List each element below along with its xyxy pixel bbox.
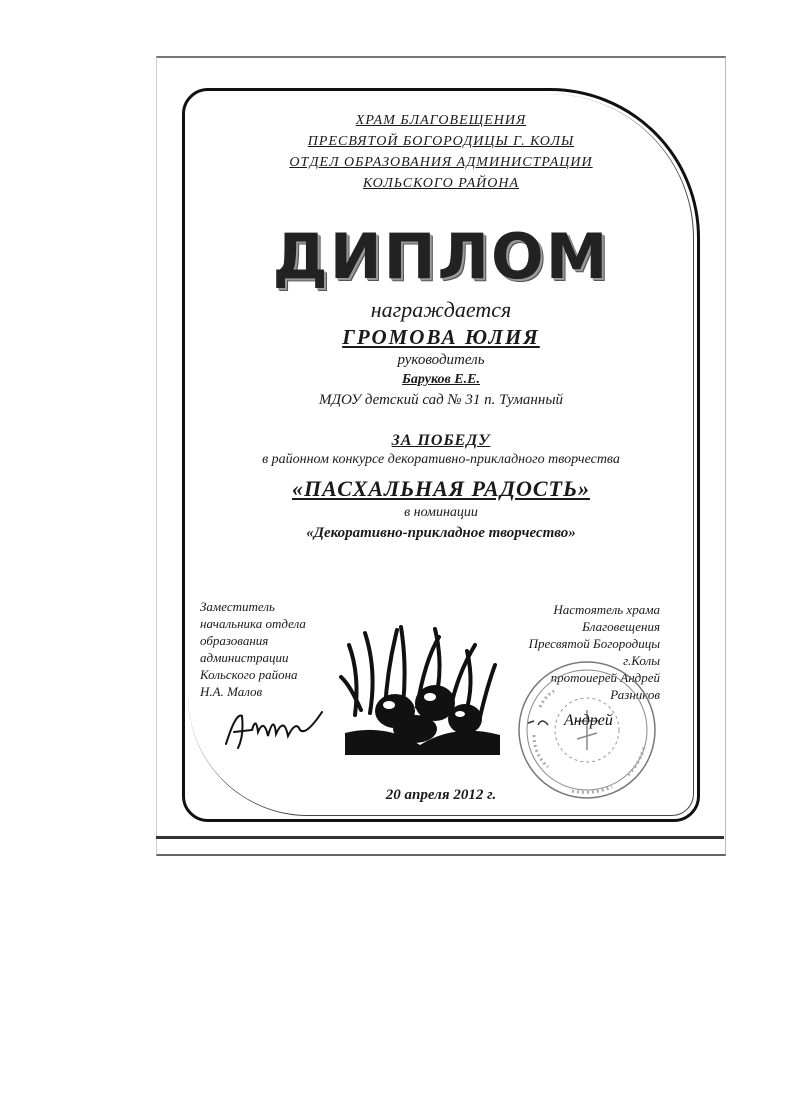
awarded-text: награждается [370, 297, 512, 322]
header-line: КОЛЬСКОГО РАЙОНА [362, 176, 520, 191]
signatory-line: начальника отдела [200, 616, 306, 631]
church-seal-icon [512, 655, 662, 805]
nomination-name: «Декоративно-прикладное творчество» [306, 525, 576, 541]
supervisor-label: руководитель [397, 352, 485, 368]
signatory-line: Кольского района [200, 667, 298, 682]
signatory-line: г.Колы [623, 653, 660, 668]
header-line: ХРАМ БЛАГОВЕЩЕНИЯ [355, 113, 527, 128]
left-signatory [200, 598, 350, 700]
header-line: ОТДЕЛ ОБРАЗОВАНИЯ АДМИНИСТРАЦИИ [289, 155, 593, 170]
signatory-line: Пресвятой Богородицы [528, 636, 660, 651]
issuer-header [182, 110, 700, 194]
signatory-line: администрации [200, 650, 289, 665]
paper-edge-line [156, 836, 724, 839]
award-for: ЗА ПОБЕДУ [391, 432, 491, 449]
signatory-line: протоиерей Андрей [550, 670, 660, 685]
signatory-line: Заместитель [200, 599, 275, 614]
signatory-line: Настоятель храма [553, 602, 660, 617]
signatory-line: образования [200, 633, 269, 648]
recipient-name: ГРОМОВА ЮЛИЯ [342, 325, 540, 349]
signatory-line: Благовещения [582, 619, 660, 634]
contest-description: в районном конкурсе декоративно-прикладного творчества [262, 452, 620, 467]
nomination-label: в номинации [404, 505, 478, 520]
diploma-title: ДИПЛОМ [272, 220, 610, 293]
issue-date: 20 апреля 2012 г. [385, 787, 497, 803]
seal-signature: Андрей [564, 712, 613, 729]
header-line: ПРЕСВЯТОЙ БОГОРОДИЦЫ Г. КОЛЫ [307, 134, 575, 149]
signatory-line: Разников [610, 687, 660, 702]
supervisor-name: Баруков Е.Е. [402, 372, 480, 387]
signature-left-icon [222, 706, 332, 754]
institution: МДОУ детский сад № 31 п. Туманный [319, 392, 563, 408]
easter-illustration-icon [335, 615, 505, 755]
signatory-line: Н.А. Малов [200, 684, 263, 699]
contest-name: «ПАСХАЛЬНАЯ РАДОСТЬ» [292, 476, 590, 501]
